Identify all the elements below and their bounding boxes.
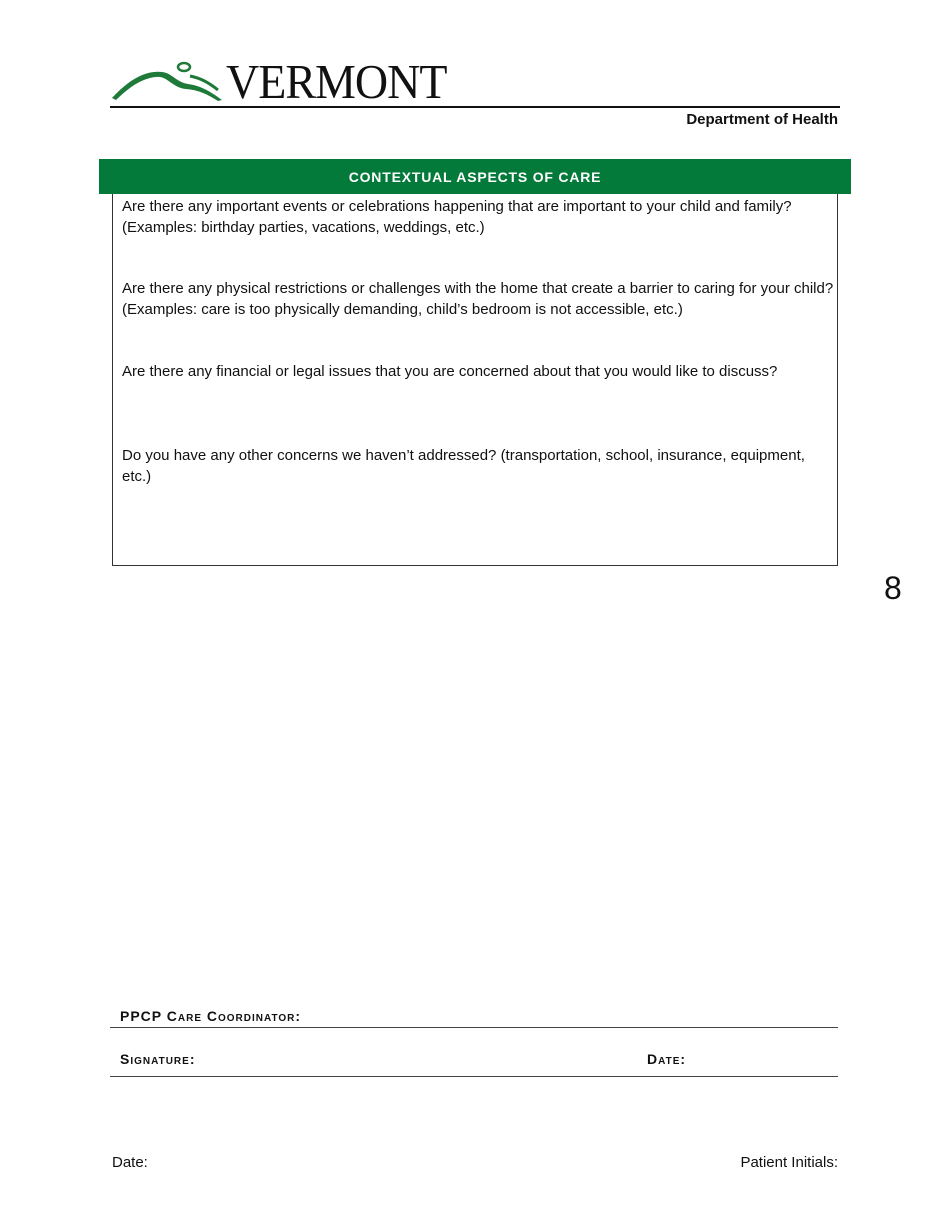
logo-wordmark: VERMONT: [226, 54, 447, 109]
section-title: CONTEXTUAL ASPECTS OF CARE: [348, 168, 602, 185]
signature-line[interactable]: [110, 1076, 838, 1077]
question-2: Are there any physical restrictions or challenges with the home that create a barrier to caring for your child? (Examples: care is too physically demanding, child’s bedroom is not accessible, etc.): [122, 280, 834, 318]
footer-date: Date:: [112, 1154, 148, 1171]
question-1: Are there any important events or celebrations happening that are important to your child and family? (Examples: birthday parties, vacations, weddings, etc.): [122, 198, 792, 236]
header-divider: [110, 106, 840, 108]
signoff-date-label: Date:: [647, 1051, 687, 1067]
mountain-logo-icon: [110, 58, 230, 104]
section-banner: [99, 159, 851, 194]
footer-patient-initials: Patient Initials:: [740, 1154, 838, 1171]
question-4: Do you have any other concerns we haven’t addressed? (transportation, school, insurance, equipment, etc.): [122, 447, 805, 485]
coordinator-line[interactable]: [110, 1027, 838, 1028]
coordinator-label: PPCP Care Coordinator:: [120, 1008, 302, 1024]
signature-label: Signature:: [120, 1051, 196, 1067]
department-name: Department of Health: [686, 111, 838, 128]
vermont-logo: [110, 54, 447, 109]
page-number: 8: [884, 570, 902, 606]
question-3: Are there any financial or legal issues that you are concerned about that you would like to discuss?: [122, 363, 778, 380]
questions-box: [112, 194, 838, 566]
